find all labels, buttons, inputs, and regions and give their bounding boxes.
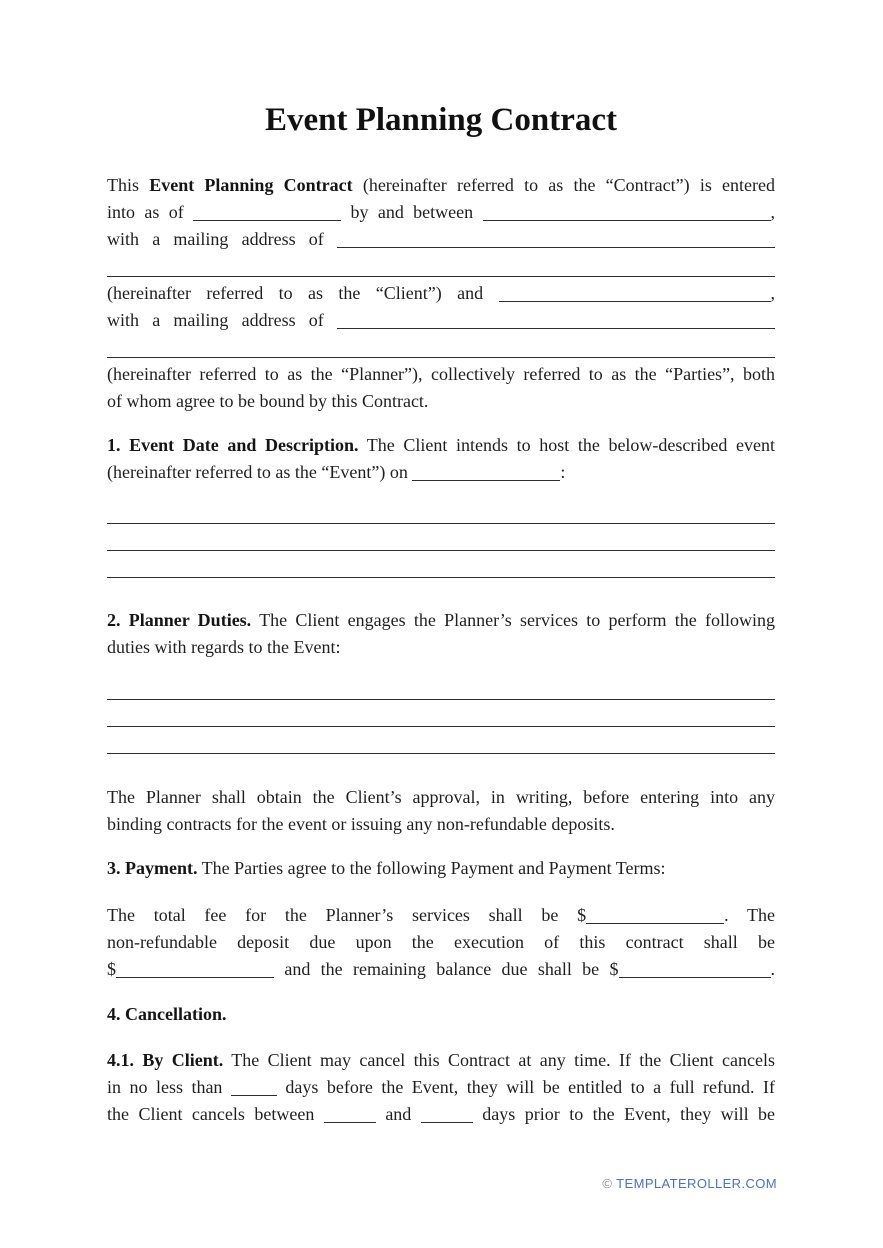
payment-text: The total fee for the Planner’s services shall be $ <box>107 905 587 925</box>
section-1-line-1 <box>107 432 775 459</box>
section-4-1-line-2 <box>107 1074 775 1101</box>
blank-rule <box>107 276 775 277</box>
section-1-text: (hereinafter referred to as the “Event”) on <box>107 462 408 482</box>
section-2-line-2 <box>107 634 775 661</box>
payment-text: . The <box>724 905 775 925</box>
section-2-planner-duties <box>107 607 775 661</box>
intro-paragraph <box>107 172 775 415</box>
section-4-1-line-1 <box>107 1047 775 1074</box>
section-4-1-text: in no less than <box>107 1077 223 1097</box>
total-fee-blank-field <box>586 922 724 924</box>
intro-line-1 <box>107 172 775 199</box>
section-4-cancellation <box>107 1001 775 1028</box>
blank-rule <box>107 577 775 578</box>
section-4-1-line-3 <box>107 1101 775 1128</box>
intro-text: (hereinafter referred to as the “Planner”), collectively referred to as the “Parties”, both <box>107 364 775 384</box>
blank-rule <box>107 523 775 524</box>
intro-text: (hereinafter referred to as the “Client”) and <box>107 283 484 303</box>
section-4-1-text: the Client cancels between <box>107 1104 315 1124</box>
section-2-heading: 2. Planner Duties. <box>107 610 252 630</box>
approval-line-2 <box>107 811 775 838</box>
event-date-blank-field <box>412 479 560 481</box>
section-3-heading: 3. Payment. <box>107 858 198 878</box>
event-description-blank-lines <box>107 500 775 581</box>
blank-rule <box>107 726 775 727</box>
planner-name-blank-field <box>499 300 771 302</box>
intro-line-9 <box>107 388 775 415</box>
section-4-1-by-client <box>107 1047 775 1128</box>
intro-text: by and between <box>350 202 474 222</box>
section-2-line-1 <box>107 607 775 634</box>
intro-text: , <box>770 283 775 303</box>
payment-text: $ <box>107 959 116 979</box>
templateroller-link[interactable]: TEMPLATEROLLER.COM <box>616 1176 777 1191</box>
payment-terms-paragraph <box>107 902 775 983</box>
intro-text: of whom agree to be bound by this Contract. <box>107 391 429 411</box>
balance-blank-field <box>619 976 771 978</box>
section-4-1-text: and <box>385 1104 412 1124</box>
blank-rule <box>107 550 775 551</box>
contract-name-bold: Event Planning Contract <box>149 175 353 195</box>
description-blank-line <box>107 500 775 527</box>
deposit-blank-field <box>116 976 274 978</box>
section-1-line-2 <box>107 459 775 486</box>
page-title: Event Planning Contract <box>264 102 617 138</box>
section-1-text: The Client intends to host the below-described event <box>366 435 775 455</box>
days-min-blank-field <box>324 1121 376 1123</box>
approval-line-1 <box>107 784 775 811</box>
intro-text: This <box>107 175 140 195</box>
description-blank-line <box>107 554 775 581</box>
intro-text: with a mailing address of <box>107 229 324 249</box>
blank-rule <box>107 753 775 754</box>
duties-blank-line <box>107 676 775 703</box>
section-2-text: The Client engages the Planner’s services to perform the following <box>259 610 775 630</box>
intro-line-5 <box>107 280 775 307</box>
payment-text: . <box>770 959 775 979</box>
section-4-1-text: The Client may cancel this Contract at any time. If the Client cancels <box>231 1050 775 1070</box>
section-4-1-text: days before the Event, they will be entitled to a full refund. If <box>285 1077 775 1097</box>
payment-line-1 <box>107 902 775 929</box>
approval-text: binding contracts for the event or issuing any non-refundable deposits. <box>107 814 615 834</box>
footer <box>602 1176 777 1191</box>
section-4-1-text: days prior to the Event, they will be <box>482 1104 775 1124</box>
description-blank-line <box>107 527 775 554</box>
section-4-1-heading: 4.1. By Client. <box>107 1050 224 1070</box>
section-3-text: The Parties agree to the following Payment and Payment Terms: <box>201 858 666 878</box>
blank-rule <box>107 699 775 700</box>
section-1-text: : <box>560 462 566 482</box>
client-name-blank-field <box>483 219 771 221</box>
client-address-blank-line <box>107 253 775 280</box>
date-blank-field <box>193 219 341 221</box>
client-address-blank-field <box>337 246 775 248</box>
planner-duties-blank-lines <box>107 676 775 757</box>
intro-text: (hereinafter referred to as the “Contract”) is entered <box>362 175 775 195</box>
approval-text: The Planner shall obtain the Client’s approval, in writing, before entering into any <box>107 787 775 807</box>
section-3-payment <box>107 855 775 882</box>
section-2-text: duties with regards to the Event: <box>107 637 341 657</box>
payment-line-2 <box>107 929 775 956</box>
duties-blank-line <box>107 730 775 757</box>
approval-paragraph <box>107 784 775 838</box>
section-4-line-1 <box>107 1001 775 1028</box>
intro-text: with a mailing address of <box>107 310 324 330</box>
intro-line-2 <box>107 199 775 226</box>
planner-address-blank-field <box>337 327 775 329</box>
intro-text: , <box>770 202 775 222</box>
intro-line-8 <box>107 361 775 388</box>
blank-rule <box>107 357 775 358</box>
duties-blank-line <box>107 703 775 730</box>
days-blank-field <box>231 1094 277 1096</box>
intro-text: into as of <box>107 202 184 222</box>
section-3-line-1 <box>107 855 775 882</box>
payment-text: and the remaining balance due shall be $ <box>284 959 619 979</box>
intro-line-3 <box>107 226 775 253</box>
copyright-icon: © <box>602 1176 613 1191</box>
section-4-heading: 4. Cancellation. <box>107 1004 227 1024</box>
payment-line-3 <box>107 956 775 983</box>
days-max-blank-field <box>421 1121 473 1123</box>
intro-line-6 <box>107 307 775 334</box>
planner-address-blank-line <box>107 334 775 361</box>
section-1-heading: 1. Event Date and Description. <box>107 435 359 455</box>
section-1-event-date <box>107 432 775 486</box>
payment-text: non-refundable deposit due upon the execution of this contract shall be <box>107 932 775 952</box>
